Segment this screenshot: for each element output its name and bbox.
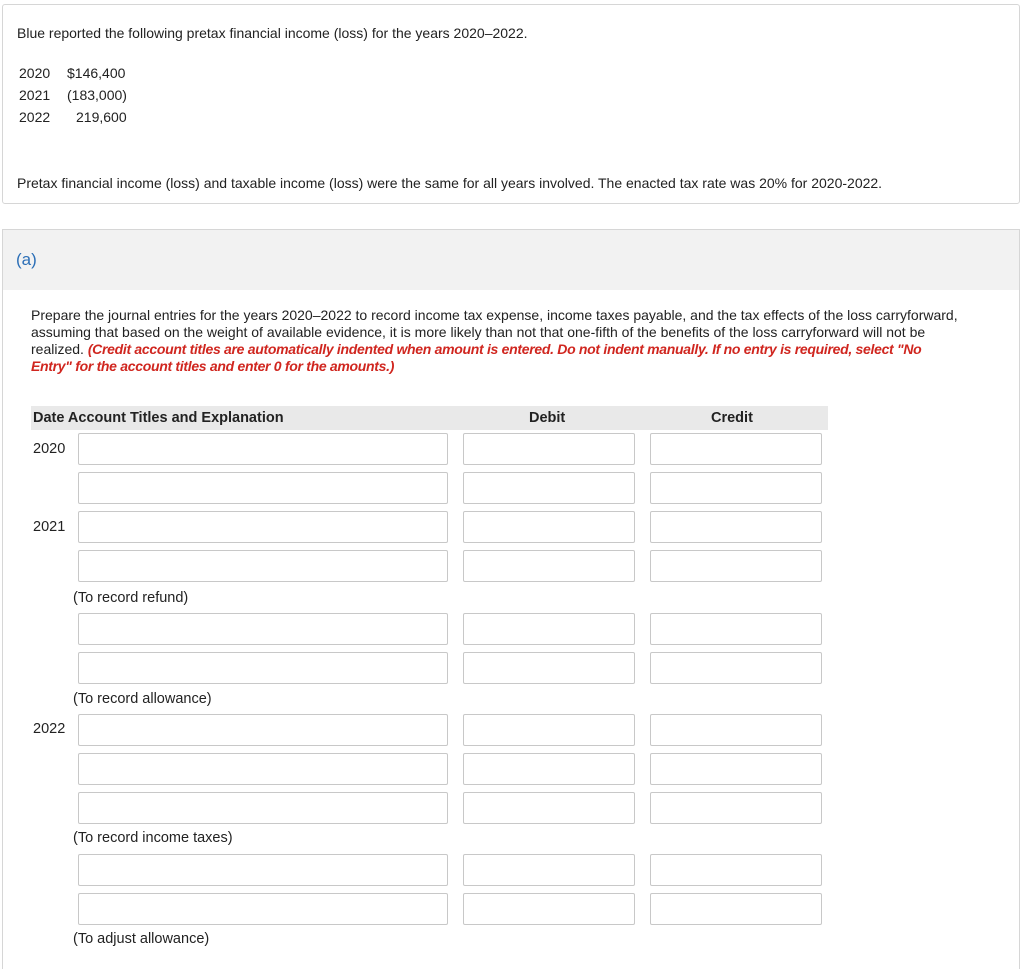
debit-input[interactable] — [463, 472, 635, 504]
credit-input[interactable] — [650, 753, 822, 785]
year-label-2020: 2020 — [33, 441, 66, 457]
income-amount: 219,600 — [76, 109, 127, 125]
debit-input[interactable] — [463, 613, 635, 645]
debit-input[interactable] — [463, 433, 635, 465]
part-a-card — [2, 229, 1020, 969]
memo-adjust-allowance: (To adjust allowance) — [73, 931, 210, 947]
debit-input[interactable] — [463, 652, 635, 684]
problem-note: Pretax financial income (loss) and taxable income (loss) were the same for all years involved. The enacted tax rate was 20% for 2020-2022. — [17, 175, 883, 191]
year-label-2021: 2021 — [33, 519, 66, 535]
debit-input[interactable] — [463, 550, 635, 582]
account-title-input[interactable] — [78, 433, 448, 465]
memo-record-allowance: (To record allowance) — [73, 691, 212, 707]
part-header — [3, 230, 1019, 290]
account-title-input[interactable] — [78, 854, 448, 886]
account-title-input[interactable] — [78, 472, 448, 504]
header-credit: Credit — [711, 410, 753, 426]
account-title-input[interactable] — [78, 511, 448, 543]
income-table — [19, 62, 127, 128]
credit-input[interactable] — [650, 472, 822, 504]
credit-input[interactable] — [650, 792, 822, 824]
year-label-2022: 2022 — [33, 721, 66, 737]
debit-input[interactable] — [463, 714, 635, 746]
debit-input[interactable] — [463, 854, 635, 886]
instructions-text: Prepare the journal entries for the years 2020–2022 to record income tax expense, income taxes payable, and the tax effects of the loss carryforward, assuming that based on the weight of available evidence, it is more likely than not that one-fifth of the benefits of the loss carryforward will not be realized. — [31, 307, 958, 357]
instructions — [31, 307, 961, 375]
instructions-note: (Credit account titles are automatically indented when amount is entered. Do not indent manually. If no entry is required, select "No Entry" for the account titles and enter 0 for the amounts.) — [31, 341, 922, 374]
income-row — [19, 62, 127, 84]
income-year: 2020 — [19, 65, 51, 81]
debit-input[interactable] — [463, 511, 635, 543]
debit-input[interactable] — [463, 753, 635, 785]
account-title-input[interactable] — [78, 652, 448, 684]
header-date-account: Date Account Titles and Explanation — [33, 410, 284, 426]
part-label: (a) — [16, 250, 37, 269]
income-amount: $146,400 — [67, 65, 126, 81]
problem-card — [2, 4, 1020, 204]
credit-input[interactable] — [650, 511, 822, 543]
account-title-input[interactable] — [78, 550, 448, 582]
journal-header — [31, 406, 828, 430]
credit-input[interactable] — [650, 613, 822, 645]
memo-record-refund: (To record refund) — [73, 590, 189, 606]
memo-record-income-taxes: (To record income taxes) — [73, 830, 233, 846]
credit-input[interactable] — [650, 893, 822, 925]
account-title-input[interactable] — [78, 792, 448, 824]
header-debit: Debit — [529, 410, 566, 426]
credit-input[interactable] — [650, 854, 822, 886]
income-year: 2022 — [19, 109, 51, 125]
debit-input[interactable] — [463, 792, 635, 824]
income-year: 2021 — [19, 87, 51, 103]
income-row — [19, 84, 127, 106]
income-amount: (183,000) — [67, 87, 127, 103]
credit-input[interactable] — [650, 433, 822, 465]
account-title-input[interactable] — [78, 714, 448, 746]
credit-input[interactable] — [650, 714, 822, 746]
debit-input[interactable] — [463, 893, 635, 925]
income-row — [19, 106, 127, 128]
account-title-input[interactable] — [78, 613, 448, 645]
account-title-input[interactable] — [78, 893, 448, 925]
account-title-input[interactable] — [78, 753, 448, 785]
credit-input[interactable] — [650, 550, 822, 582]
problem-intro: Blue reported the following pretax financial income (loss) for the years 2020–2022. — [17, 25, 528, 41]
credit-input[interactable] — [650, 652, 822, 684]
